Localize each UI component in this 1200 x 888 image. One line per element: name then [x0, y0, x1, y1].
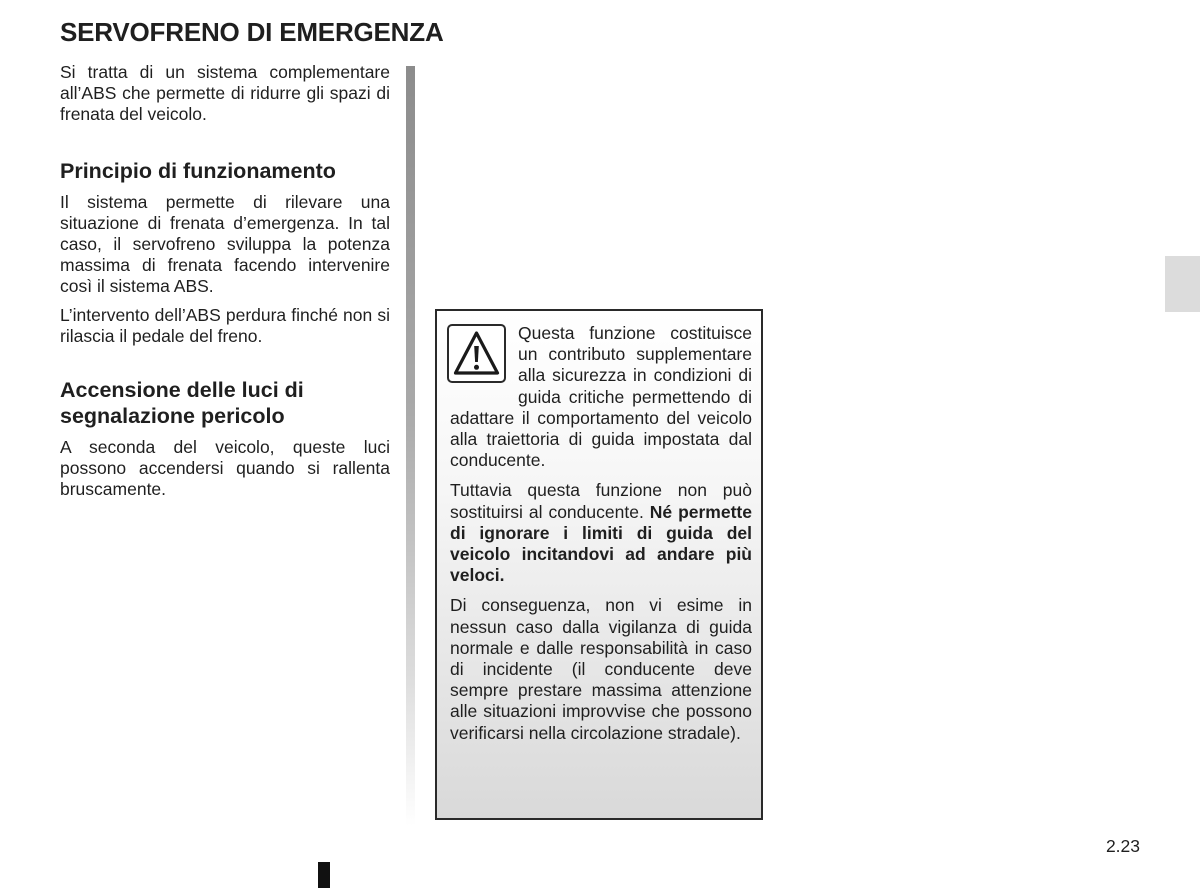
principle-heading: Principio di funzionamento [60, 158, 336, 183]
warning-box [435, 309, 763, 820]
principle-paragraph-1: Il sistema permette di rilevare una situazione di frenata d’emergenza. In tal caso, il servofreno sviluppa la potenza massima di frenata facendo intervenire così il sistema ABS. [60, 191, 390, 297]
warning-paragraph-2 [450, 480, 752, 586]
hazard-lights-paragraph: A seconda del veicolo, queste luci possono accendersi quando si rallenta bruscamente. [60, 437, 390, 500]
left-column [60, 62, 390, 501]
warning-paragraph-3: Di conseguenza, non vi esime in nessun caso dalla vigilanza di guida normale e dalle responsabilità in caso di incidente (il conducente deve sempre prestare massima attenzione alle situazioni improvvise che possono verificarsi nella circolazione stradale). [450, 595, 752, 743]
section-tab [1165, 256, 1200, 312]
warning-paragraph-1-text: Questa funzione costituisce un contributo supplementare alla sicurezza in condizioni di guida critiche permettendo di adattare il comportamento del veicolo alla traiettoria di guida impostata dal conducente. [450, 323, 752, 471]
warning-paragraph-2-text: Tuttavia questa funzione non può sostituirsi al conducente. [450, 480, 752, 522]
bottom-mark [318, 862, 330, 888]
principle-paragraph-2: L’intervento dell’ABS perdura finché non si rilascia il pedale del freno. [60, 304, 390, 346]
warning-text [450, 323, 752, 744]
intro-paragraph: Si tratta di un sistema complementare all’ABS che permette di ridurre gli spazi di frenata del veicolo. [60, 62, 390, 125]
warning-paragraph-2-emphasis: Né permette di ignorare i limiti di guida del veicolo incitandovi ad andare più veloci. [450, 501, 752, 586]
column-divider [406, 66, 415, 826]
hazard-lights-heading: Accensione delle luci di segnalazione pericolo [60, 378, 304, 429]
page-title: SERVOFRENO DI EMERGENZA [60, 17, 444, 47]
page-number: 2.23 [1105, 836, 1140, 856]
warning-paragraph-1 [450, 323, 752, 471]
